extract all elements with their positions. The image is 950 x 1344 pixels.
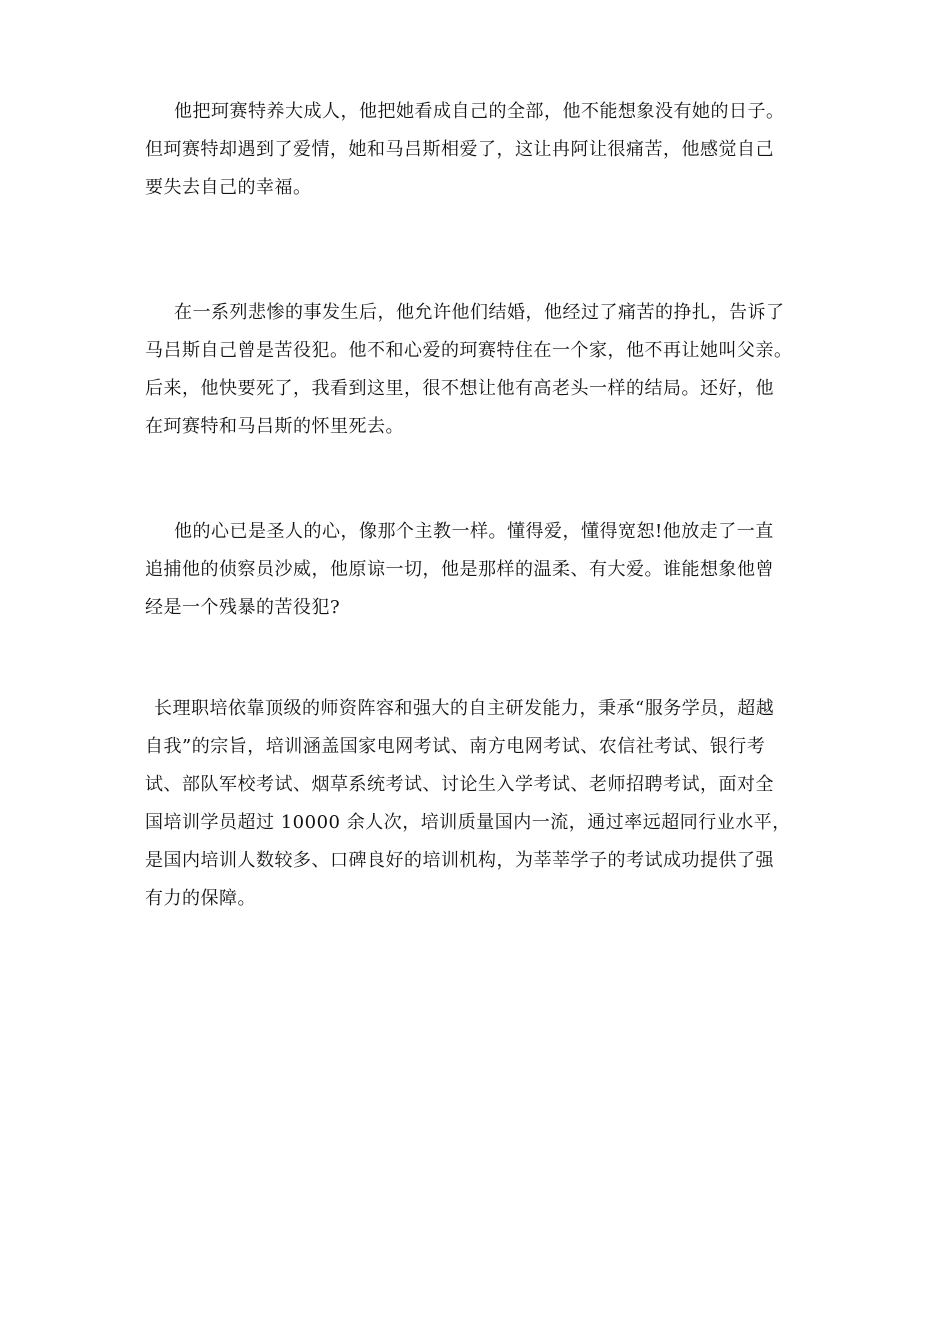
paragraph-3 — [145, 513, 810, 627]
text-line: 是国内培训人数较多、口碑良好的培训机构，为莘莘学子的考试成功提供了强 — [145, 850, 774, 871]
text-line: 经是一个残暴的苦役犯? — [145, 597, 341, 618]
text-line: 他把珂赛特养大成人，他把她看成自己的全部，他不能想象没有她的日子。 — [174, 101, 785, 122]
text-line: 后来，他快要死了，我看到这里，很不想让他有高老头一样的结局。还好，他 — [145, 378, 774, 399]
text-line: 试、部队军校考试、烟草系统考试、讨论生入学考试、老师招聘考试，面对全 — [145, 774, 774, 795]
text-line: 他的心已是圣人的心，像那个主教一样。懂得爱，懂得宽恕!他放走了一直 — [174, 521, 774, 542]
text-line: 在一系列悲惨的事发生后，他允许他们结婚，他经过了痛苦的挣扎，告诉了 — [174, 302, 785, 323]
paragraph-4 — [145, 690, 810, 918]
text-line: 但珂赛特却遇到了爱情，她和马吕斯相爱了，这让冉阿让很痛苦，他感觉自己 — [145, 139, 774, 160]
text-line: 在珂赛特和马吕斯的怀里死去。 — [145, 416, 404, 437]
text-line: 有力的保障。 — [145, 888, 256, 909]
text-line: 追捕他的侦察员沙威，他原谅一切，他是那样的温柔、有大爱。谁能想象他曾 — [145, 559, 774, 580]
text-line: 要失去自己的幸福。 — [145, 177, 312, 198]
text-line: 国培训学员超过 10000 余人次，培训质量国内一流，通过率远超同行业水平， — [145, 812, 791, 833]
text-line: 长理职培依靠顶级的师资阵容和强大的自主研发能力，秉承“服务学员，超越 — [154, 698, 775, 719]
paragraph-2 — [145, 294, 810, 446]
text-line: 马吕斯自己曾是苦役犯。他不和心爱的珂赛特住在一个家，他不再让她叫父亲。 — [145, 340, 793, 361]
text-line: 自我”的宗旨，培训涵盖国家电网考试、南方电网考试、农信社考试、银行考 — [145, 736, 766, 757]
paragraph-1 — [145, 93, 810, 207]
